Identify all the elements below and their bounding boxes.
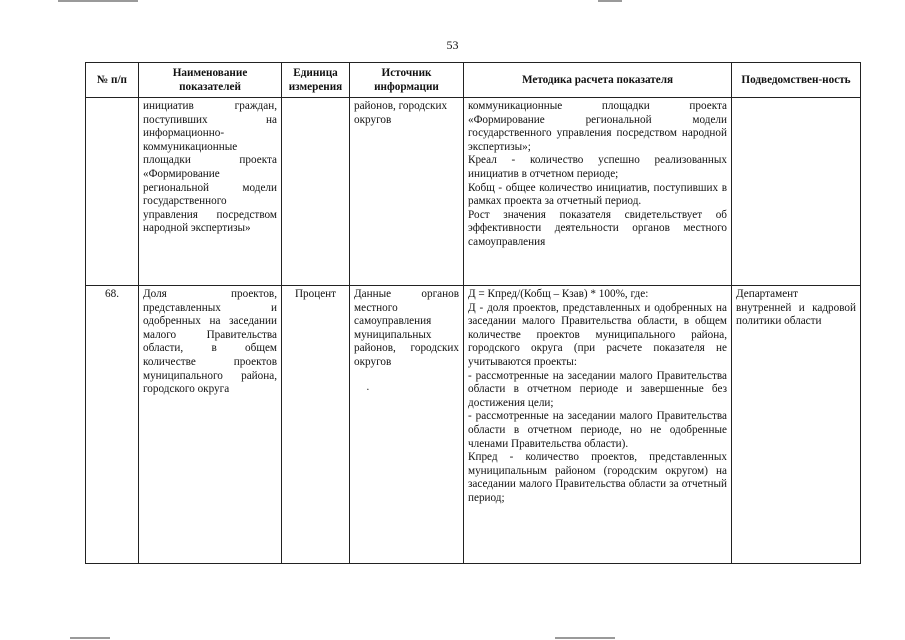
method-line: - рассмотренные на заседании малого Правительства области в отчетном периоде, но не одобренные членами Правительства области). (468, 410, 727, 450)
method-cell (464, 98, 732, 286)
method-line: Д - доля проектов, представленных и одобренных на заседании малого Правительства области, в общем количестве проектов муниципального района, городского округа (при расчете показателя не учитываются проекты: (468, 301, 727, 368)
method-line: Рост значения показателя свидетельствует об эффективности деятельности органов местного самоуправления (468, 208, 727, 248)
table-row (86, 98, 861, 286)
scan-artifact-bottom-right (555, 637, 615, 639)
indicator-name: инициатив граждан, поступивших на информационно-коммуникационные площадки проекта «Формирование региональной модели государственного управления посредством народной экспертизы» (139, 98, 282, 286)
table-header-row (86, 63, 861, 98)
department-cell (732, 98, 861, 286)
unit-cell: Процент (282, 286, 350, 564)
source-text: Данные органов местного самоуправления муниципальных районов, городских округов (354, 288, 459, 368)
table-row (86, 286, 861, 564)
method-line: коммуникационные площадки проекта «Формирование региональной модели государственного управления посредством народной экспертизы»; (468, 100, 727, 153)
method-line: - рассмотренные на заседании малого Правительства области в отчетном периоде и завершенные без достижения цели; (468, 369, 727, 409)
method-line: Креал - количество успешно реализованных инициатив в отчетном периоде; (468, 154, 727, 180)
row-number: 68. (86, 286, 139, 564)
header-name: Наименование показателей (139, 63, 282, 98)
scan-artifact-top-right (598, 0, 622, 2)
method-line: Кобщ - общее количество инициатив, поступивших в рамках проекта за отчетный период. (468, 181, 727, 208)
page-number: 53 (446, 38, 459, 52)
method-cell (464, 286, 732, 564)
method-formula: Д = Кпред/(Кобщ – Кзав) * 100%, где: (468, 288, 649, 300)
source-mark: · (366, 383, 370, 396)
method-line: Кпред - количество проектов, представленных муниципальным районом (городским округом) на заседании малого Правительства области за отчетный период; (468, 451, 727, 504)
unit-cell (282, 98, 350, 286)
header-number: № п/п (86, 63, 139, 98)
row-number (86, 98, 139, 286)
source-cell (350, 286, 464, 564)
department-cell: Департамент внутренней и кадровой политики области (732, 286, 861, 564)
indicator-name: Доля проектов, представленных и одобренных на заседании малого Правительства области, в общем количестве проектов муниципального района, городского округа (139, 286, 282, 564)
scan-artifact-top (58, 0, 138, 2)
scan-artifact-bottom-left (70, 637, 110, 639)
header-unit: Единица измерения (282, 63, 350, 98)
indicators-table (85, 62, 861, 564)
header-method: Методика расчета показателя (464, 63, 732, 98)
header-source: Источник информации (350, 63, 464, 98)
source-cell: районов, городских округов (350, 98, 464, 286)
header-department: Подведомствен-ность (732, 63, 861, 98)
